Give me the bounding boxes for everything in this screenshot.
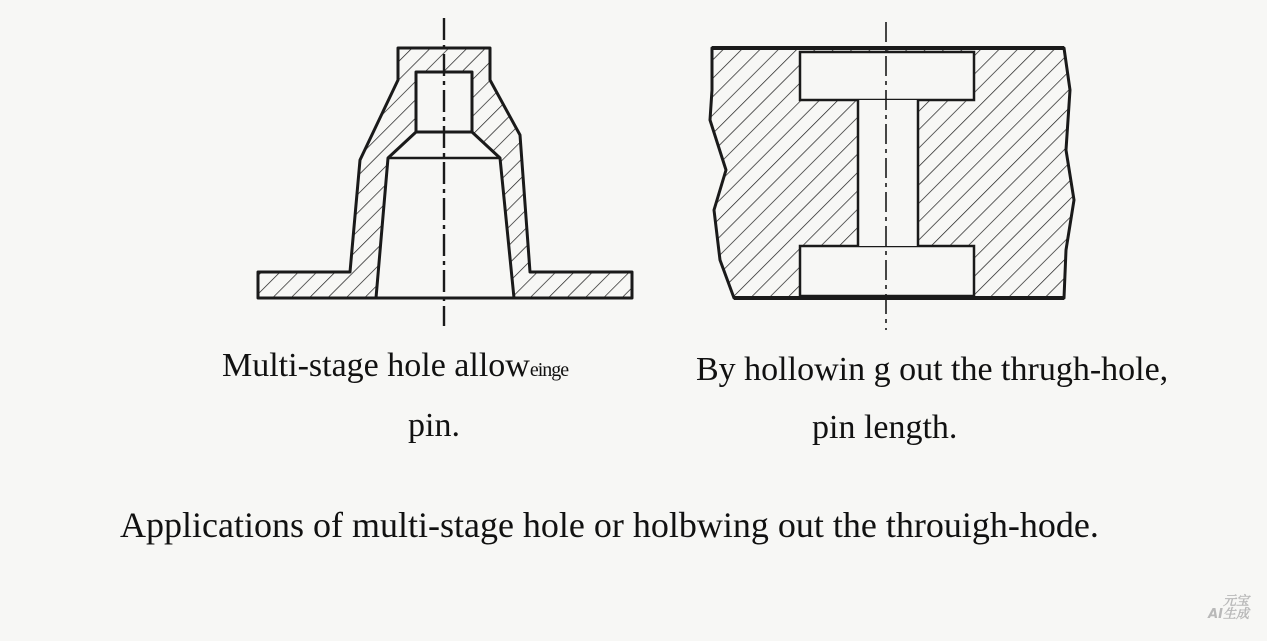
top-counterbore <box>800 52 974 100</box>
right-caption-line-1: By hollowin g out the thrugh-hole, <box>696 351 1169 388</box>
left-caption-line-1: Multi-stage hole alloweinge <box>222 347 569 384</box>
through-hole <box>858 100 918 246</box>
watermark-line-2: AI生成 <box>1208 607 1249 622</box>
bottom-counterbore <box>800 246 974 296</box>
figure-caption: Applications of multi-stage hole or holbwing out the throuigh-hode. <box>120 505 1099 545</box>
watermark <box>1208 595 1249 621</box>
watermark-line-1: 元宝 <box>1222 594 1249 609</box>
through-hole-section <box>710 22 1074 330</box>
left-caption-line-2: pin. <box>408 407 460 444</box>
left-caption-overlap: einge <box>529 359 569 381</box>
multi-stage-hole-section <box>258 18 632 326</box>
right-caption-line-2: pin length. <box>812 409 958 446</box>
